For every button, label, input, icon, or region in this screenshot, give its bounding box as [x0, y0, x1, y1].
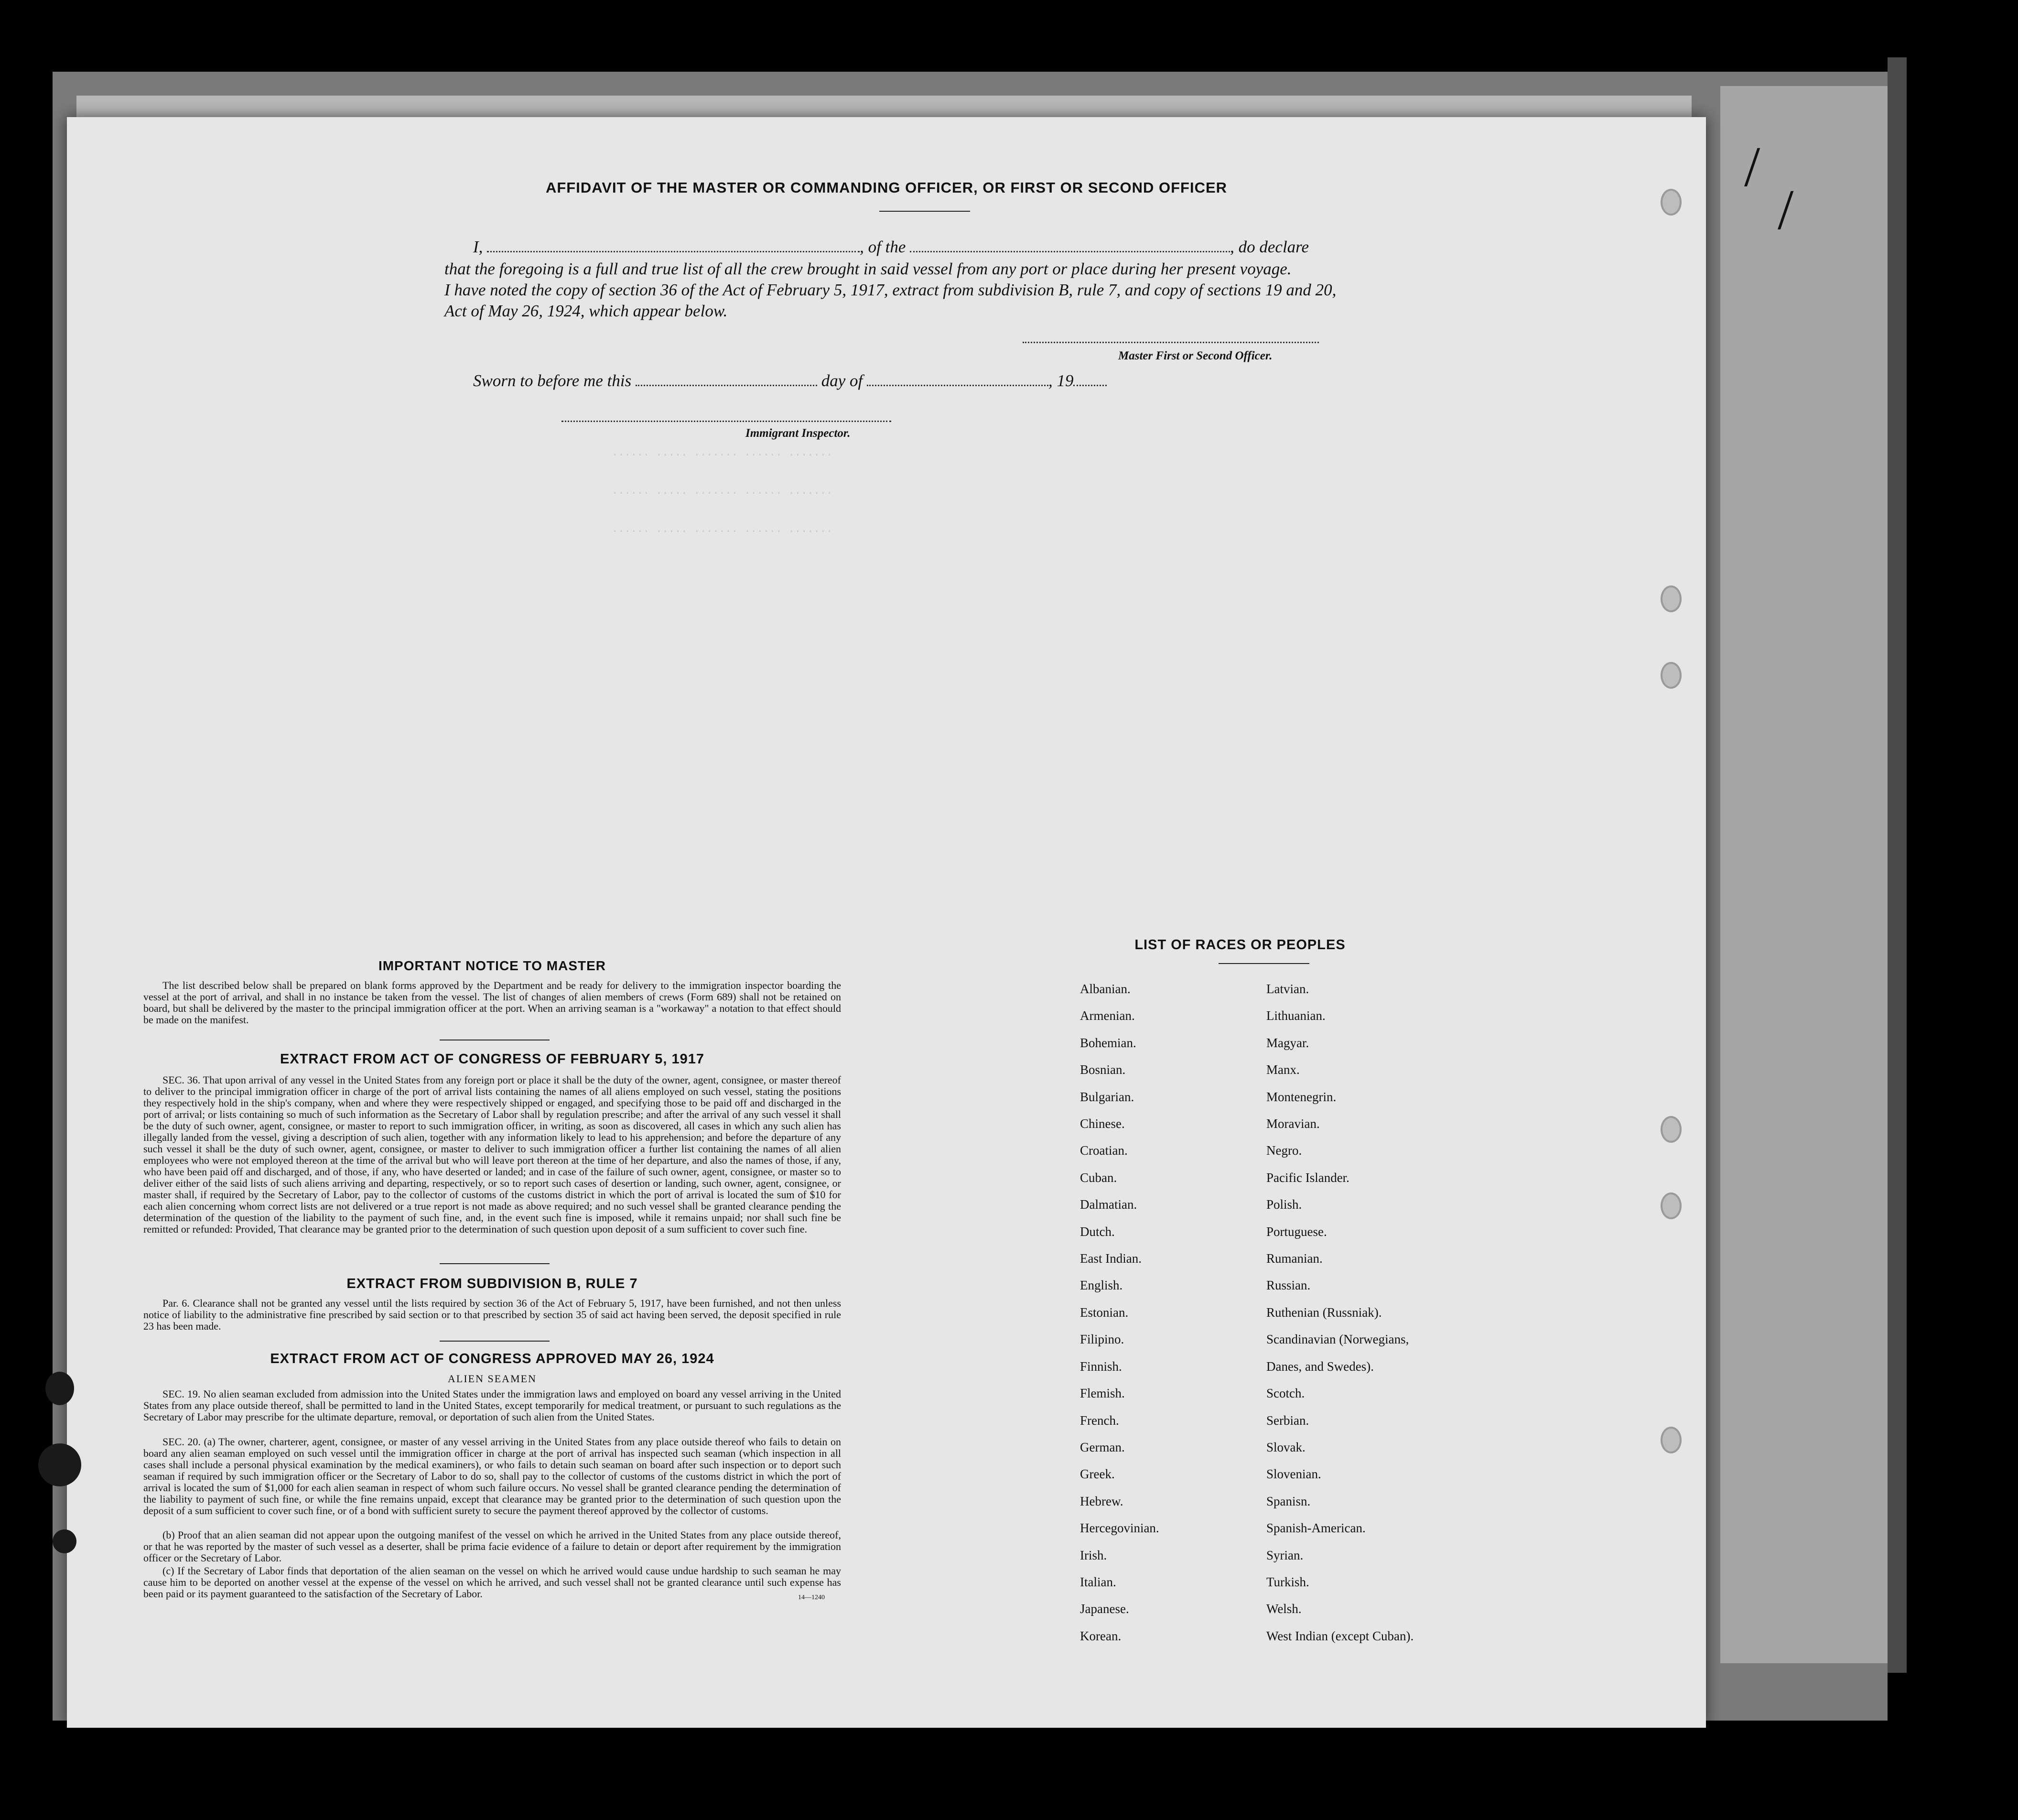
affidavit-line3: I have noted the copy of section 36 of the Act of February 5, 1917, extract from subdivision B, rule 7, and copy of sections 19 and 20,	[444, 281, 1337, 299]
signature-line[interactable]	[1023, 342, 1319, 343]
punch-hole	[1661, 189, 1682, 216]
race-item: Montenegrin.	[1266, 1089, 1337, 1104]
race-item: Armenian.	[1080, 1008, 1135, 1023]
race-item: Spanish-American.	[1266, 1521, 1366, 1536]
race-item: Japanese.	[1080, 1602, 1129, 1616]
extract2-title: EXTRACT FROM SUBDIVISION B, RULE 7	[346, 1276, 638, 1291]
race-item: Chinese.	[1080, 1116, 1125, 1131]
extract3-sec20a: SEC. 20. (a) The owner, charterer, agent, consignee, or master of any vessel arriving in the United States from any place outside thereof who fails to detain on board any alien seaman employed on such vessel until the immigration officer in charge at the port of arrival has inspected such seaman (which inspection in all cases shall include a personal physical examination by the medical examiners), or who fails to detain such seaman on board after such inspection or to deport such seaman if required by such immigration officer or the Secretary of Labor to do so, shall pay to the collector of customs of the customs district in which the port of arrival is located the sum of $1,000 for each alien seaman in respect of whom such failure occurs. No vessel shall be granted clearance pending the determination of the liability to payment of such fine, or while the fine remains unpaid, except that clearance may be granted prior to the determination of such question upon the deposit of a sum sufficient to cover such fine, or of a bond with sufficient surety to secure the payment thereof approved by the collector of customs.	[143, 1436, 841, 1517]
race-item: Bohemian.	[1080, 1035, 1136, 1050]
punch-hole	[1661, 1192, 1682, 1219]
race-item: Scotch.	[1266, 1386, 1305, 1401]
sworn-year-blank[interactable]	[1073, 374, 1107, 386]
signature-label: Master First or Second Officer.	[1118, 349, 1273, 362]
ink-smudge	[38, 1443, 81, 1486]
inspector-label: Immigrant Inspector.	[745, 427, 851, 440]
races-right-column	[1266, 975, 1414, 1649]
race-item: German.	[1080, 1440, 1125, 1454]
race-item: Albanian.	[1080, 982, 1131, 996]
races-left-column	[1080, 975, 1159, 1649]
affidavit-line1	[473, 237, 1405, 258]
race-item: Cuban.	[1080, 1170, 1117, 1185]
race-item: English.	[1080, 1278, 1123, 1293]
affidavit-line2: that the foregoing is a full and true list of all the crew brought in said vessel from any port or place during her present voyage.	[444, 260, 1292, 278]
punch-hole	[1661, 1427, 1682, 1453]
race-item: Rumanian.	[1266, 1251, 1323, 1266]
race-item: Italian.	[1080, 1574, 1116, 1589]
race-item: Portuguese.	[1266, 1224, 1327, 1239]
race-item: Dalmatian.	[1080, 1197, 1137, 1212]
race-item: Korean.	[1080, 1628, 1122, 1643]
race-item: Finnish.	[1080, 1359, 1122, 1374]
divider	[440, 1263, 550, 1264]
race-item: Serbian.	[1266, 1413, 1309, 1428]
vessel-name-blank[interactable]	[910, 240, 1230, 252]
race-item: Estonian.	[1080, 1305, 1129, 1320]
race-item: Croatian.	[1080, 1143, 1128, 1158]
form-number: 14—1240	[798, 1594, 825, 1601]
race-item: Turkish.	[1266, 1574, 1309, 1589]
divider	[440, 1341, 550, 1342]
race-item: Irish.	[1080, 1548, 1107, 1562]
race-item: Syrian.	[1266, 1548, 1304, 1562]
title-divider	[879, 211, 970, 212]
race-item: West Indian (except Cuban).	[1266, 1628, 1414, 1643]
race-item: Bosnian.	[1080, 1062, 1126, 1077]
extract3-sec19: SEC. 19. No alien seaman excluded from admission into the United States under the immigration laws and employed on board any vessel arriving in the United States from any place outside thereof, shall be permitted to land in the United States, except temporarily for medical treatment, or pursuant to such regulations as the Secretary of Labor may prescribe for the ultimate departure, removal, or deportation of such alien from the United States.	[143, 1388, 841, 1423]
extract3-subtitle: ALIEN SEAMEN	[448, 1373, 537, 1385]
races-divider	[1219, 963, 1309, 964]
notice-title: IMPORTANT NOTICE TO MASTER	[378, 958, 606, 973]
punch-hole	[1661, 1116, 1682, 1143]
sworn-label: Sworn to before me this	[473, 371, 632, 390]
race-item: Magyar.	[1266, 1035, 1309, 1050]
extract1-title: EXTRACT FROM ACT OF CONGRESS OF FEBRUARY 5, 1917	[280, 1051, 705, 1067]
sworn-day-blank[interactable]	[636, 374, 817, 386]
extract2-body: Par. 6. Clearance shall not be granted any vessel until the lists required by section 36 of the Act of February 5, 1917, have been furnished, and not then unless notice of liability to the administrative fine prescribed by said section or to that prescribed by section 35 of said act having been served, the deposit specified in rule 23 has been made.	[143, 1297, 841, 1332]
race-item: Manx.	[1266, 1062, 1300, 1077]
affidavit-title: AFFIDAVIT OF THE MASTER OR COMMANDING OFFICER, OR FIRST OR SECOND OFFICER	[545, 179, 1228, 196]
ghost-row: ...... ..... ....... ...... .......	[612, 523, 833, 535]
race-item: Greek.	[1080, 1467, 1115, 1482]
master-name-blank[interactable]	[487, 240, 860, 252]
race-item: Pacific Islander.	[1266, 1170, 1349, 1185]
ghost-row: ...... ..... ....... ...... .......	[612, 485, 833, 497]
race-item: Welsh.	[1266, 1602, 1302, 1616]
race-item: Hercegovinian.	[1080, 1521, 1159, 1536]
race-item: Ruthenian (Russniak).	[1266, 1305, 1382, 1320]
affidavit-i: I,	[473, 238, 483, 256]
race-item: Slovak.	[1266, 1440, 1306, 1454]
race-item: French.	[1080, 1413, 1119, 1428]
ink-smudge	[53, 1529, 76, 1553]
race-item: Scandinavian (Norwegians,	[1266, 1332, 1409, 1347]
race-item: Latvian.	[1266, 982, 1309, 996]
race-item: Bulgarian.	[1080, 1089, 1134, 1104]
race-item: Filipino.	[1080, 1332, 1124, 1347]
race-item: Lithuanian.	[1266, 1008, 1326, 1023]
race-item: Slovenian.	[1266, 1467, 1321, 1482]
sworn-line	[473, 370, 1333, 391]
race-item: Negro.	[1266, 1143, 1302, 1158]
sworn-month-blank[interactable]	[867, 374, 1048, 386]
handwritten-mark: /	[1778, 178, 1794, 241]
ink-smudge	[45, 1372, 74, 1405]
sworn-day-of: day of	[821, 371, 863, 390]
extract1-body: SEC. 36. That upon arrival of any vessel in the United States from any foreign port or place it shall be the duty of the owner, agent, consignee, or master thereof to deliver to the principal immigration officer in charge of the port of arrival lists containing the names of all aliens employed on such vessel, stating the positions they respectively hold in the ship's company, when and where they were respectively shipped or engaged, and specifying those to be paid off and discharged in the port of arrival; or lists containing so much of such information as the Secretary of Labor shall by regulation prescribe; and after the arrival of any such vessel it shall be the duty of such owner, agent, consignee, or master to report to such immigration officer, in writing, as soon as discovered, all cases in which any such alien has illegally landed from the vessel, giving a description of such alien, together with any information likely to lead to his apprehension; and before the departure of any such vessel it shall be the duty of such owner, agent, consignee, or master to deliver to such immigration officer a further list containing the names of all alien employees who were not employed thereon at the time of the arrival but who will leave port thereon at the time of her departure, and also the names of those, if any, who have been paid off and discharged, and of those, if any, who have deserted or landed; and in case of the failure of such owner, agent, consignee, or master so to deliver either of the said lists of such aliens arriving and departing, respectively, or so to report such cases of desertion or landing, such owner, agent, consignee, or master shall, if required by the Secretary of Labor, pay to the collector of customs of the customs district in which the port of arrival is located the sum of $10 for each alien concerning whom correct lists are not delivered or a true report is not made as above required; and no such vessel shall be granted clearance pending the determination of the question of the liability to the payment of such fine, and, in the event such fine is imposed, while it remains unpaid; nor shall such fine be remitted or refunded: Provided, That clearance may be granted prior to the determination of such question upon deposit of a sum sufficient to cover such fine.	[143, 1074, 841, 1235]
races-title: LIST OF RACES OR PEOPLES	[1134, 937, 1346, 953]
back-sheet-right	[1720, 86, 1902, 1663]
race-item: Polish.	[1266, 1197, 1302, 1212]
affidavit-do-declare: , do declare	[1230, 238, 1309, 256]
extract3-sec20b: (b) Proof that an alien seaman did not appear upon the outgoing manifest of the vessel on which he arrived in the United States from any place outside thereof, or that he was reported by the master of such vessel as a deserter, shall be prima facie evidence of a failure to detain or deport after requirement by the immigration officer or the Secretary of Labor.	[143, 1529, 841, 1564]
sworn-year-prefix: , 19	[1048, 371, 1074, 390]
race-item: Danes, and Swedes).	[1266, 1359, 1374, 1374]
handwritten-mark: /	[1744, 135, 1760, 198]
extract3-title: EXTRACT FROM ACT OF CONGRESS APPROVED MAY 26, 1924	[270, 1351, 714, 1366]
race-item: Spanisn.	[1266, 1494, 1311, 1508]
notice-body: The list described below shall be prepared on blank forms approved by the Department and be ready for delivery to the immigration inspector boarding the vessel at the port of arrival, and shall in no instance be taken from the vessel. The list of changes of alien members of crews (Form 689) shall not be retained on board, but shall be delivered by the master to the principal immigration officer at the port. When an arriving seaman is a "workaway" a notation to that effect should be made on the manifest.	[143, 979, 841, 1026]
race-item: Moravian.	[1266, 1116, 1320, 1131]
race-item: East Indian.	[1080, 1251, 1142, 1266]
affidavit-of-the: , of the	[860, 238, 906, 256]
back-sheet-edge	[1888, 57, 1907, 1673]
race-item: Dutch.	[1080, 1224, 1115, 1239]
extract3-sec20c: (c) If the Secretary of Labor finds that deportation of the alien seaman on the vessel on which he arrived would cause undue hardship to such seaman he may cause him to be deported on another vessel at the expense of the vessel on which he arrived, and such vessel shall not be granted clearance until such expense has been paid or its payment guaranteed to the satisfaction of the Secretary of Labor.	[143, 1565, 841, 1600]
affidavit-line4: Act of May 26, 1924, which appear below.	[444, 302, 728, 320]
ghost-row: ...... ..... ....... ...... .......	[612, 447, 833, 459]
inspector-line[interactable]	[561, 421, 891, 422]
race-item: Flemish.	[1080, 1386, 1125, 1401]
manifest-page	[67, 117, 1706, 1728]
punch-hole	[1661, 585, 1682, 612]
race-item: Russian.	[1266, 1278, 1311, 1293]
punch-hole	[1661, 662, 1682, 689]
race-item: Hebrew.	[1080, 1494, 1123, 1508]
